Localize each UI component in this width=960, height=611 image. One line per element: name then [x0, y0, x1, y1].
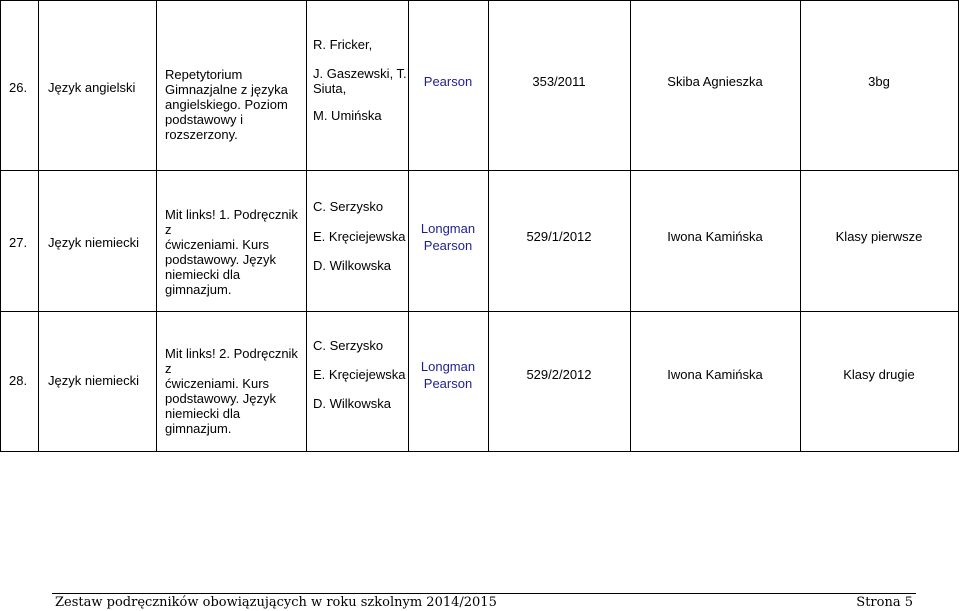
row-number: 26. [9, 80, 28, 95]
classes: Klasy pierwsze [835, 229, 923, 244]
classes: Klasy drugie [843, 367, 915, 382]
publisher: Longman Pearson [420, 221, 476, 253]
teacher: Iwona Kamińska [667, 367, 763, 382]
publisher: Pearson [423, 74, 473, 89]
subject: Język niemiecki [48, 235, 140, 250]
publisher: Longman Pearson [420, 359, 476, 391]
approval-number: 529/2/2012 [526, 367, 592, 382]
classes: 3bg [868, 74, 890, 89]
subject: Język niemiecki [48, 373, 140, 388]
authors: C. Serzysko E. Kręciejewska D. Wilkowska [313, 199, 406, 273]
approval-number: 529/1/2012 [526, 229, 592, 244]
textbook-title: Mit links! 2. Podręcznik z ćwiczeniami. Kurs podstawowy. Język niemiecki dla gimnazjum. [165, 346, 298, 436]
authors: R. Fricker, J. Gaszewski, T. Siuta, M. Umińska [313, 37, 407, 123]
row-number: 27. [9, 235, 28, 250]
subject: Język angielski [48, 80, 136, 95]
teacher: Iwona Kamińska [667, 229, 763, 244]
authors: C. Serzysko E. Kręciejewska D. Wilkowska [313, 338, 406, 411]
page-number: Strona 5 [856, 595, 913, 610]
approval-number: 353/2011 [532, 74, 586, 89]
textbook-title: Mit links! 1. Podręcznik z ćwiczeniami. Kurs podstawowy. Język niemiecki dla gimnazjum. [165, 207, 298, 297]
textbook-title: Repetytorium Gimnazjalne z języka angielskiego. Poziom podstawowy i rozszerzony. [165, 67, 288, 142]
footer-title: Zestaw podręczników obowiązujących w roku szkolnym 2014/2015 [55, 595, 497, 610]
teacher: Skiba Agnieszka [667, 74, 763, 89]
row-number: 28. [9, 373, 28, 388]
